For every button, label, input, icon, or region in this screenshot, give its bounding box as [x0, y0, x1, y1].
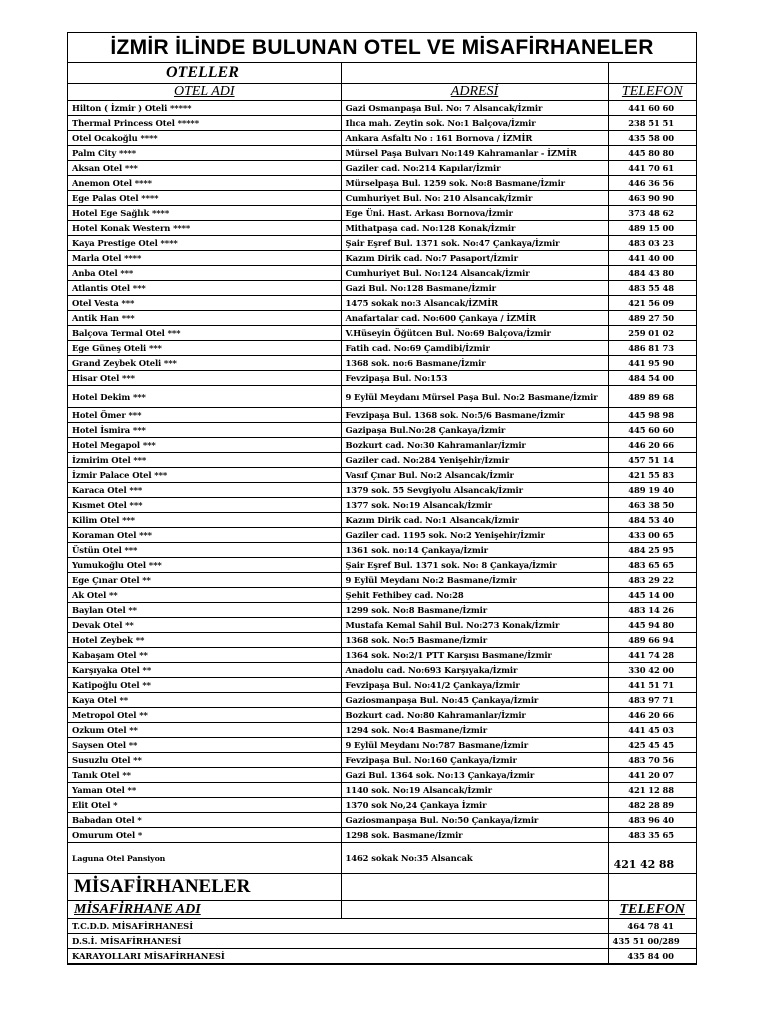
- hotel-row: [68, 468, 696, 483]
- hotel-address-cell: Gaziler cad. No:284 Yenişehir/İzmir: [341, 453, 608, 468]
- column-header-name: [68, 84, 341, 101]
- hotel-row: [68, 768, 696, 783]
- empty-cell: [608, 874, 696, 901]
- hotel-phone-cell: 441 95 90: [608, 356, 696, 371]
- hotel-phone-cell: 330 42 00: [608, 663, 696, 678]
- hotel-name-cell: Babadan Otel *: [68, 813, 341, 828]
- hotel-phone-cell: 238 51 51: [608, 116, 696, 131]
- hotel-row: [68, 161, 696, 176]
- hotel-name-cell: Otel Vesta ***: [68, 296, 341, 311]
- hotel-row: [68, 191, 696, 206]
- hotel-row: [68, 798, 696, 813]
- hotel-name-cell: Üstün Otel ***: [68, 543, 341, 558]
- hotel-name-cell: Hotel Dekim ***: [68, 386, 341, 408]
- hotel-row: [68, 371, 696, 386]
- hotel-phone-cell: 441 40 00: [608, 251, 696, 266]
- hotel-address-cell: Ankara Asfaltı No : 161 Bornova / İZMİR: [341, 131, 608, 146]
- hotel-name-cell: Yumukoğlu Otel ***: [68, 558, 341, 573]
- hotel-row: [68, 618, 696, 633]
- hotel-row: [68, 513, 696, 528]
- hotel-phone-cell: 445 14 00: [608, 588, 696, 603]
- column-header-guesthouse-name: MİSAFİRHANE ADI: [68, 901, 341, 919]
- guesthouse-name-cell: D.S.İ. MİSAFİRHANESİ: [68, 934, 608, 949]
- hotel-row: [68, 146, 696, 161]
- page-title: İZMİR İLİNDE BULUNAN OTEL VE MİSAFİRHANELER: [68, 33, 696, 63]
- hotel-address-cell: 1379 sok. 55 Sevgiyolu Alsancak/İzmir: [341, 483, 608, 498]
- hotel-name-cell: Laguna Otel Pansiyon: [68, 843, 341, 874]
- hotel-row: [68, 738, 696, 753]
- hotel-address-cell: Fevzipaşa Bul. No:153: [341, 371, 608, 386]
- hotel-phone-cell: 457 51 14: [608, 453, 696, 468]
- hotel-name-cell: Ak Otel **: [68, 588, 341, 603]
- hotel-phone-cell: 489 19 40: [608, 483, 696, 498]
- hotel-row: [68, 813, 696, 828]
- hotel-address-cell: 1298 sok. Basmane/İzmir: [341, 828, 608, 843]
- hotel-name-cell: Ozkum Otel **: [68, 723, 341, 738]
- hotel-address-cell: Bozkurt cad. No:30 Kahramanlar/İzmir: [341, 438, 608, 453]
- hotel-row: [68, 588, 696, 603]
- hotel-name-cell: Otel Ocakoğlu ****: [68, 131, 341, 146]
- hotel-address-cell: Fevzipaşa Bul. No:41/2 Çankaya/İzmir: [341, 678, 608, 693]
- hotel-row: [68, 386, 696, 408]
- hotel-row: [68, 783, 696, 798]
- hotel-address-cell: Fatih cad. No:69 Çamdibi/İzmir: [341, 341, 608, 356]
- hotel-row: [68, 453, 696, 468]
- hotel-row: [68, 648, 696, 663]
- hotel-name-cell: Marla Otel ****: [68, 251, 341, 266]
- hotel-address-cell: Mürsel Paşa Bulvarı No:149 Kahramanlar - İZMİR: [341, 146, 608, 161]
- hotels-section-row: [68, 63, 696, 84]
- hotel-name-cell: Ege Güneş Oteli ***: [68, 341, 341, 356]
- hotel-address-cell: Gazi Bul. No:128 Basmane/İzmir: [341, 281, 608, 296]
- hotel-name-cell: Devak Otel **: [68, 618, 341, 633]
- hotel-phone-cell: 483 97 71: [608, 693, 696, 708]
- hotel-row: [68, 693, 696, 708]
- hotel-row: [68, 356, 696, 371]
- hotel-phone-cell: 482 28 89: [608, 798, 696, 813]
- hotel-name-cell: Kaya Prestige Otel ****: [68, 236, 341, 251]
- hotel-name-cell: Karaca Otel ***: [68, 483, 341, 498]
- hotel-row: [68, 723, 696, 738]
- hotel-address-cell: Ege Üni. Hast. Arkası Bornova/İzmir: [341, 206, 608, 221]
- hotel-row: [68, 603, 696, 618]
- hotel-row: [68, 438, 696, 453]
- hotel-name-cell: Ege Çınar Otel **: [68, 573, 341, 588]
- hotel-address-cell: Mustafa Kemal Sahil Bul. No:273 Konak/İzmir: [341, 618, 608, 633]
- hotel-name-cell: Kilim Otel ***: [68, 513, 341, 528]
- hotel-row: [68, 528, 696, 543]
- hotel-phone-cell: 425 45 45: [608, 738, 696, 753]
- hotel-name-cell: Atlantis Otel ***: [68, 281, 341, 296]
- hotel-phone-cell: 373 48 62: [608, 206, 696, 221]
- hotel-phone-cell: 441 45 03: [608, 723, 696, 738]
- hotel-address-cell: Anadolu cad. No:693 Karşıyaka/İzmir: [341, 663, 608, 678]
- hotel-address-cell: Mithatpaşa cad. No:128 Konak/İzmir: [341, 221, 608, 236]
- hotel-name-cell: Koraman Otel ***: [68, 528, 341, 543]
- hotel-phone-cell: 441 51 71: [608, 678, 696, 693]
- hotel-address-cell: Şair Eşref Bul. 1371 sok. No:47 Çankaya/İzmir: [341, 236, 608, 251]
- hotel-phone-cell: 483 70 56: [608, 753, 696, 768]
- hotel-phone-cell: 441 74 28: [608, 648, 696, 663]
- guesthouses-section-row: [68, 874, 696, 901]
- hotel-phone-cell: 483 14 26: [608, 603, 696, 618]
- hotel-address-cell: 1140 sok. No:19 Alsancak/İzmir: [341, 783, 608, 798]
- hotel-address-cell: Anafartalar cad. No:600 Çankaya / İZMİR: [341, 311, 608, 326]
- hotel-name-cell: Hotel Zeybek **: [68, 633, 341, 648]
- hotel-address-cell: 1368 sok. no:6 Basmane/İzmir: [341, 356, 608, 371]
- hotel-row: [68, 176, 696, 191]
- hotel-row: [68, 131, 696, 146]
- hotel-address-cell: Gaziler cad. No:214 Kapılar/İzmir: [341, 161, 608, 176]
- hotel-name-cell: Kabaşam Otel **: [68, 648, 341, 663]
- guesthouse-name-cell: T.C.D.D. MİSAFİRHANESİ: [68, 919, 608, 934]
- hotel-address-cell: Gaziosmanpaşa Bul. No:45 Çankaya/İzmir: [341, 693, 608, 708]
- guesthouse-phone-cell: 435 84 00: [608, 949, 696, 964]
- hotel-phone-cell: 445 60 60: [608, 423, 696, 438]
- hotel-address-cell: 1377 sok. No:19 Alsancak/İzmir: [341, 498, 608, 513]
- hotel-name-cell: Kısmet Otel ***: [68, 498, 341, 513]
- hotel-name-cell: Hotel Ömer ***: [68, 408, 341, 423]
- hotel-phone-cell: 441 20 07: [608, 768, 696, 783]
- hotel-name-cell: Hotel Konak Western ****: [68, 221, 341, 236]
- guesthouses-header-row: [68, 901, 696, 919]
- hotel-row: [68, 543, 696, 558]
- hotel-name-cell: Katipoğlu Otel **: [68, 678, 341, 693]
- hotel-row: [68, 498, 696, 513]
- hotel-name-cell: Anemon Otel ****: [68, 176, 341, 191]
- hotel-phone-cell: 421 56 09: [608, 296, 696, 311]
- guesthouse-name-cell: KARAYOLLARI MİSAFİRHANESİ: [68, 949, 608, 964]
- hotel-row: [68, 116, 696, 131]
- hotel-address-cell: Cumhuriyet Bul. No:124 Alsancak/İzmir: [341, 266, 608, 281]
- hotel-name-cell: Thermal Princess Otel *****: [68, 116, 341, 131]
- hotel-phone-cell: 489 27 50: [608, 311, 696, 326]
- hotel-name-cell: Aksan Otel ***: [68, 161, 341, 176]
- hotel-phone-cell: 441 60 60: [608, 101, 696, 116]
- column-header-phone-text: TELEFON: [621, 84, 683, 99]
- hotel-row: [68, 678, 696, 693]
- hotel-name-cell: Hotel Ege Sağlık ****: [68, 206, 341, 221]
- hotel-row: [68, 483, 696, 498]
- hotel-phone-cell: 441 70 61: [608, 161, 696, 176]
- hotel-name-cell: Baylan Otel **: [68, 603, 341, 618]
- column-header-address: [341, 84, 608, 101]
- hotel-phone-cell: 446 20 66: [608, 438, 696, 453]
- hotel-row: [68, 326, 696, 341]
- hotel-phone-cell: 489 89 68: [608, 386, 696, 408]
- hotel-phone-cell: 421 55 83: [608, 468, 696, 483]
- hotel-address-cell: Kazım Dirik cad. No:1 Alsancak/İzmir: [341, 513, 608, 528]
- guesthouse-phone-cell: 435 51 00/289: [608, 934, 696, 949]
- hotel-address-cell: Gazi Osmanpaşa Bul. No: 7 Alsancak/İzmir: [341, 101, 608, 116]
- hotel-address-cell: Şehit Fethibey cad. No:28: [341, 588, 608, 603]
- hotel-row: [68, 828, 696, 843]
- hotel-phone-cell: 421 42 88: [608, 843, 696, 874]
- hotel-address-cell: 1364 sok. No:2/1 PTT Karşısı Basmane/İzmir: [341, 648, 608, 663]
- hotel-name-cell: Yaman Otel **: [68, 783, 341, 798]
- hotel-row: [68, 236, 696, 251]
- hotel-name-cell: Anba Otel ***: [68, 266, 341, 281]
- empty-cell: [341, 63, 608, 84]
- hotel-row: [68, 101, 696, 116]
- hotel-phone-cell: 483 03 23: [608, 236, 696, 251]
- hotel-address-cell: Gazi Bul. 1364 sok. No:13 Çankaya/İzmir: [341, 768, 608, 783]
- hotel-address-cell: 1294 sok. No:4 Basmane/İzmir: [341, 723, 608, 738]
- hotel-name-cell: Hisar Otel ***: [68, 371, 341, 386]
- hotel-address-cell: 1370 sok No,24 Çankaya İzmir: [341, 798, 608, 813]
- hotel-address-cell: Şair Eşref Bul. 1371 sok. No: 8 Çankaya/İzmir: [341, 558, 608, 573]
- hotel-address-cell: 9 Eylül Meydanı Mürsel Paşa Bul. No:2 Basmane/İzmir: [341, 386, 608, 408]
- hotel-address-cell: 1361 sok. no:14 Çankaya/İzmir: [341, 543, 608, 558]
- hotel-address-cell: 9 Eylül Meydanı No:787 Basmane/İzmir: [341, 738, 608, 753]
- hotel-name-cell: Hilton ( İzmir ) Oteli *****: [68, 101, 341, 116]
- hotel-row: [68, 311, 696, 326]
- hotel-row: [68, 558, 696, 573]
- hotel-name-cell: Ege Palas Otel ****: [68, 191, 341, 206]
- hotel-row: [68, 221, 696, 236]
- hotel-row: [68, 408, 696, 423]
- hotel-name-cell: Kaya Otel **: [68, 693, 341, 708]
- hotel-phone-cell: 445 98 98: [608, 408, 696, 423]
- hotel-address-cell: 1462 sokak No:35 Alsancak: [341, 843, 608, 874]
- hotel-row: [68, 251, 696, 266]
- hotel-address-cell: Gaziosmanpaşa Bul. No:50 Çankaya/İzmir: [341, 813, 608, 828]
- hotel-phone-cell: 483 29 22: [608, 573, 696, 588]
- hotel-phone-cell: 433 00 65: [608, 528, 696, 543]
- guesthouse-row: [68, 919, 696, 934]
- hotel-phone-cell: 463 38 50: [608, 498, 696, 513]
- hotel-name-cell: Balçova Termal Otel ***: [68, 326, 341, 341]
- empty-cell: [341, 874, 608, 901]
- hotel-address-cell: Gaziler cad. 1195 sok. No:2 Yenişehir/İzmir: [341, 528, 608, 543]
- hotel-name-cell: Susuzlu Otel **: [68, 753, 341, 768]
- hotel-row: [68, 708, 696, 723]
- hotels-header-row: [68, 84, 696, 101]
- hotel-name-cell: Grand Zeybek Oteli ***: [68, 356, 341, 371]
- hotel-phone-cell: 489 66 94: [608, 633, 696, 648]
- hotel-name-cell: Metropol Otel **: [68, 708, 341, 723]
- guesthouses-section-label: MİSAFİRHANELER: [68, 874, 341, 901]
- hotel-phone-cell: 445 94 80: [608, 618, 696, 633]
- hotel-address-cell: 1368 sok. No:5 Basmane/İzmir: [341, 633, 608, 648]
- guesthouse-phone-cell: 464 78 41: [608, 919, 696, 934]
- hotel-list-sheet: [67, 32, 697, 965]
- hotel-phone-cell: 489 15 00: [608, 221, 696, 236]
- hotels-section-label: OTELLER: [68, 63, 341, 84]
- hotel-address-cell: 1475 sokak no:3 Alsancak/İZMİR: [341, 296, 608, 311]
- hotel-phone-cell: 483 35 65: [608, 828, 696, 843]
- hotel-phone-cell: 463 90 90: [608, 191, 696, 206]
- hotel-row: [68, 573, 696, 588]
- hotel-phone-cell: 483 55 48: [608, 281, 696, 296]
- hotel-address-cell: Mürselpaşa Bul. 1259 sok. No:8 Basmane/İzmir: [341, 176, 608, 191]
- hotel-phone-cell: 483 96 40: [608, 813, 696, 828]
- hotel-row: [68, 753, 696, 768]
- column-header-name-text: OTEL ADI: [173, 84, 235, 99]
- hotel-address-cell: Cumhuriyet Bul. No: 210 Alsancak/İzmir: [341, 191, 608, 206]
- hotel-phone-cell: 435 58 00: [608, 131, 696, 146]
- hotel-name-cell: Antik Han ***: [68, 311, 341, 326]
- hotel-name-cell: Omurum Otel *: [68, 828, 341, 843]
- hotel-row: [68, 296, 696, 311]
- hotel-address-cell: Bozkurt cad. No:80 Kahramanlar/İzmir: [341, 708, 608, 723]
- hotel-row: [68, 266, 696, 281]
- guesthouses-table: [68, 874, 696, 964]
- hotel-phone-cell: 446 36 56: [608, 176, 696, 191]
- hotel-name-cell: Tanık Otel **: [68, 768, 341, 783]
- hotel-row: [68, 663, 696, 678]
- hotel-address-cell: Fevzipaşa Bul. 1368 sok. No:5/6 Basmane/İzmir: [341, 408, 608, 423]
- hotel-row: [68, 843, 696, 874]
- column-header-phone: [608, 84, 696, 101]
- hotel-phone-cell: 484 53 40: [608, 513, 696, 528]
- hotel-phone-cell: 259 01 02: [608, 326, 696, 341]
- guesthouse-row: [68, 949, 696, 964]
- column-header-address-text: ADRESİ: [450, 84, 499, 99]
- hotel-address-cell: Fevzipaşa Bul. No:160 Çankaya/İzmir: [341, 753, 608, 768]
- hotel-phone-cell: 446 20 66: [608, 708, 696, 723]
- hotel-row: [68, 281, 696, 296]
- hotel-phone-cell: 445 80 80: [608, 146, 696, 161]
- hotel-phone-cell: 484 54 00: [608, 371, 696, 386]
- guesthouse-row: [68, 934, 696, 949]
- hotel-address-cell: 9 Eylül Meydanı No:2 Basmane/İzmir: [341, 573, 608, 588]
- empty-cell: [608, 63, 696, 84]
- hotel-address-cell: 1299 sok. No:8 Basmane/İzmir: [341, 603, 608, 618]
- hotel-phone-cell: 484 25 95: [608, 543, 696, 558]
- hotel-name-cell: Saysen Otel **: [68, 738, 341, 753]
- hotel-row: [68, 206, 696, 221]
- hotel-phone-cell: 484 43 80: [608, 266, 696, 281]
- hotel-address-cell: V.Hüseyin Öğütcen Bul. No:69 Balçova/İzmir: [341, 326, 608, 341]
- hotel-name-cell: Karşıyaka Otel **: [68, 663, 341, 678]
- hotel-address-cell: Vasıf Çınar Bul. No:2 Alsancak/İzmir: [341, 468, 608, 483]
- hotel-name-cell: Hotel Megapol ***: [68, 438, 341, 453]
- hotel-name-cell: Elit Otel *: [68, 798, 341, 813]
- column-header-guesthouse-phone: TELEFON: [608, 901, 696, 919]
- hotel-phone-cell: 421 12 88: [608, 783, 696, 798]
- hotel-phone-cell: 483 65 65: [608, 558, 696, 573]
- empty-cell: [341, 901, 608, 919]
- hotel-row: [68, 633, 696, 648]
- hotel-address-cell: Ilıca mah. Zeytin sok. No:1 Balçova/İzmir: [341, 116, 608, 131]
- hotel-name-cell: İzmir Palace Otel ***: [68, 468, 341, 483]
- hotel-name-cell: İzmirim Otel ***: [68, 453, 341, 468]
- hotel-row: [68, 341, 696, 356]
- hotel-phone-cell: 486 81 73: [608, 341, 696, 356]
- hotel-address-cell: Kazım Dirik cad. No:7 Pasaport/İzmir: [341, 251, 608, 266]
- hotel-row: [68, 423, 696, 438]
- hotels-table: [68, 63, 696, 874]
- hotel-address-cell: Gazipaşa Bul.No:28 Çankaya/İzmir: [341, 423, 608, 438]
- hotel-name-cell: Palm City ****: [68, 146, 341, 161]
- hotel-name-cell: Hotel İsmira ***: [68, 423, 341, 438]
